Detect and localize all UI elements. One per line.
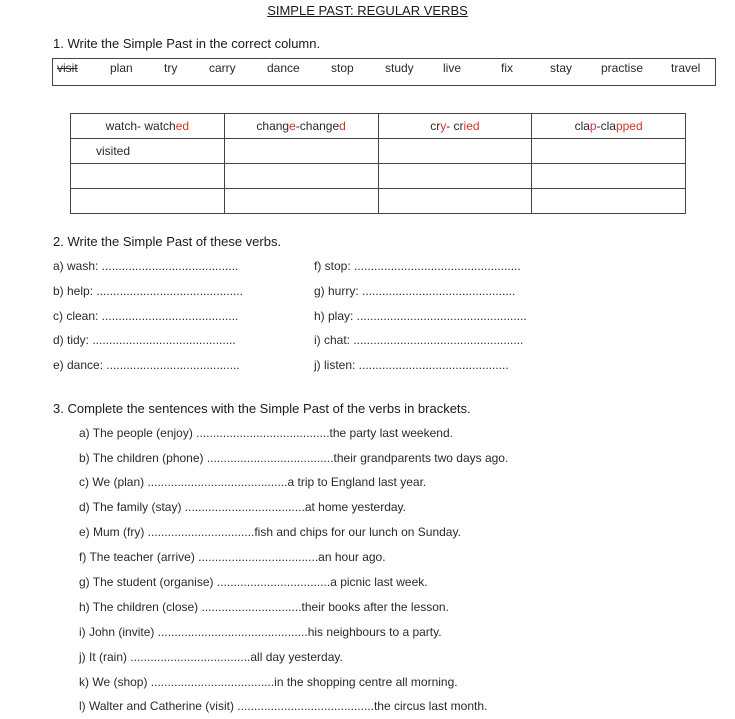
exercise2-item-d: d) tidy: ........................................... xyxy=(53,333,236,347)
verb-fix: fix xyxy=(501,61,513,75)
exercise2-item-a: a) wash: ......................................... xyxy=(53,259,239,273)
exercise3-item-e: e) Mum (fry) ................................fish and chips for our lunch on Sunday. xyxy=(79,525,461,539)
table-cell[interactable] xyxy=(532,164,686,189)
exercise2-item-j: j) listen: ............................................. xyxy=(314,358,509,372)
exercise3-item-c: c) We (plan) ..........................................a trip to England last year. xyxy=(79,475,427,489)
table-cell[interactable] xyxy=(224,164,378,189)
exercise3-item-l: l) Walter and Catherine (visit) .........................................the circus last month. xyxy=(79,699,488,713)
exercise3-item-j: j) It (rain) ....................................all day yesterday. xyxy=(79,650,343,664)
table-cell[interactable] xyxy=(224,189,378,214)
table-row xyxy=(71,164,686,189)
verb-stop: stop xyxy=(331,61,354,75)
exercise2-item-e: e) dance: ........................................ xyxy=(53,358,240,372)
header-watched: watch- watched xyxy=(71,114,225,139)
exercise2-item-c: c) clean: ......................................... xyxy=(53,309,239,323)
section1-heading: 1. Write the Simple Past in the correct column. xyxy=(53,36,321,51)
header-clapped: clap-clapped xyxy=(532,114,686,139)
verb-dance: dance xyxy=(267,61,300,75)
exercise3-item-h: h) The children (close) ..............................their books after the lesson. xyxy=(79,600,449,614)
exercise3-item-a: a) The people (enjoy) ........................................the party last weekend. xyxy=(79,426,453,440)
table-cell[interactable] xyxy=(532,139,686,164)
verb-study: study xyxy=(385,61,414,75)
exercise2-item-i: i) chat: ................................................... xyxy=(314,333,524,347)
answer-table xyxy=(70,113,686,214)
exercise2-item-h: h) play: ................................................... xyxy=(314,309,527,323)
section3-heading: 3. Complete the sentences with the Simple Past of the verbs in brackets. xyxy=(53,401,471,416)
verb-travel: travel xyxy=(671,61,701,75)
table-cell[interactable] xyxy=(224,139,378,164)
verb-visit: visit xyxy=(57,61,78,75)
table-row xyxy=(71,139,686,164)
table-cell[interactable] xyxy=(378,139,532,164)
exercise3-item-f: f) The teacher (arrive) ....................................an hour ago. xyxy=(79,550,386,564)
verb-live: live xyxy=(443,61,462,75)
exercise3-item-i: i) John (invite) .............................................his neighbours to a party. xyxy=(79,625,442,639)
exercise3-item-k: k) We (shop) .....................................in the shopping centre all morning. xyxy=(79,675,458,689)
table-cell[interactable] xyxy=(378,189,532,214)
table-cell[interactable] xyxy=(532,189,686,214)
exercise3-item-d: d) The family (stay) ....................................at home yesterday. xyxy=(79,500,406,514)
verb-stay: stay xyxy=(550,61,573,75)
header-changed: change-changed xyxy=(224,114,378,139)
header-cried: cry- cried xyxy=(378,114,532,139)
verb-try: try xyxy=(164,61,178,75)
table-row xyxy=(71,189,686,214)
exercise2-item-f: f) stop: .................................................. xyxy=(314,259,521,273)
verb-carry: carry xyxy=(209,61,236,75)
table-cell[interactable] xyxy=(378,164,532,189)
page-title: SIMPLE PAST: REGULAR VERBS xyxy=(267,3,468,18)
table-header-row xyxy=(71,114,686,139)
table-cell[interactable] xyxy=(71,189,225,214)
verb-plan: plan xyxy=(110,61,133,75)
exercise3-item-g: g) The student (organise) ..................................a picnic last week. xyxy=(79,575,428,589)
exercise2-item-g: g) hurry: .............................................. xyxy=(314,284,516,298)
section2-heading: 2. Write the Simple Past of these verbs. xyxy=(53,234,282,249)
table-cell[interactable]: visited xyxy=(71,139,225,164)
verb-practise: practise xyxy=(601,61,644,75)
exercise2-item-b: b) help: ............................................ xyxy=(53,284,244,298)
table-cell[interactable] xyxy=(71,164,225,189)
exercise3-item-b: b) The children (phone) ......................................their grandparents two days ago. xyxy=(79,451,509,465)
